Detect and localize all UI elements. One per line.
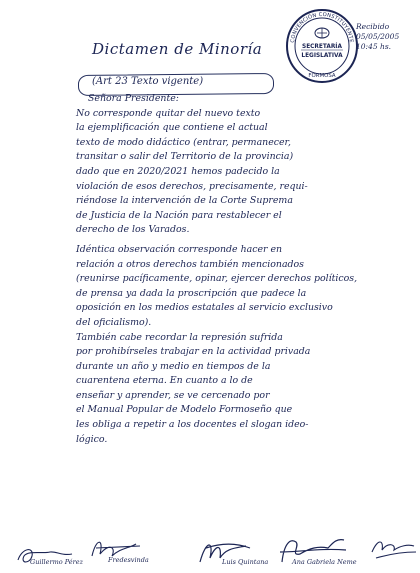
body-line: de Justicia de la Nación para restablecer el: [76, 209, 282, 221]
seal-bottom-text: FORMOSA: [308, 73, 336, 79]
signature-name-2: Fredesvinda: [108, 556, 149, 564]
body-line: violación de esos derechos, precisamente, requi-: [76, 180, 308, 192]
document-body: [76, 92, 416, 447]
reception-line-1: Recibido: [356, 22, 390, 31]
body-line: relación a otros derechos también mencionados: [76, 258, 304, 270]
body-line: oposición en los medios estatales al servicio exclusivo: [76, 302, 333, 314]
article-reference: (Art 23 Texto vigente): [92, 76, 204, 87]
body-line: cuarentena eterna. En cuanto a lo de: [76, 375, 253, 387]
body-line: riéndose la intervención de la Corte Suprema: [76, 195, 293, 207]
body-line: Idéntica observación corresponde hacer en: [76, 243, 283, 255]
body-line: el Manual Popular de Modelo Formoseño que: [76, 404, 293, 416]
seal-top-text: CONVENCIÓN CONSTITUYENTE: [289, 11, 355, 44]
seal-legislativa: LEGISLATIVA: [301, 53, 343, 59]
document-title: Dictamen de Minoría: [92, 40, 263, 58]
body-line: dado que en 2020/2021 hemos padecido la: [76, 165, 280, 177]
reception-note: [356, 22, 420, 52]
body-line: transitar o salir del Territorio de la provincia): [76, 151, 294, 163]
body-line: la ejemplificación que contiene el actual: [76, 122, 268, 134]
body-line: derecho de los Varados.: [76, 224, 190, 236]
body-line: No corresponde quitar del nuevo texto: [76, 107, 261, 119]
signature-5: [372, 542, 416, 558]
body-line: (reunirse pacíficamente, opinar, ejercer derechos políticos,: [76, 273, 358, 285]
coat-of-arms-icon: [315, 28, 329, 38]
reception-line-3: 10:45 hs.: [356, 42, 392, 51]
body-line: También cabe recordar la represión sufrida: [76, 331, 283, 343]
signature-name-4: Ana Gabriela Neme: [292, 558, 357, 566]
body-line: enseñar y aprender, se ve cercenado por: [76, 389, 270, 401]
body-line: por prohibírseles trabajar en la actividad privada: [76, 346, 311, 358]
signature-name-3: Luis Quintana: [222, 558, 269, 566]
salutation: Señora Presidente:: [88, 93, 179, 104]
seal-secretaria: SECRETARÍA: [302, 44, 342, 50]
body-line: texto de modo didáctico (entrar, permanecer,: [76, 136, 291, 148]
official-seal: [284, 6, 360, 86]
signature-name-1: Guillermo Pérez: [30, 558, 84, 566]
body-line: durante un año y medio en tiempos de la: [76, 360, 271, 372]
body-line: de prensa ya dada la proscripción que padece la: [76, 287, 307, 299]
body-line: del oficialismo).: [76, 316, 152, 328]
body-line: les obliga a repetir a los docentes el slogan ideo-: [76, 419, 309, 431]
body-line: lógico.: [76, 433, 108, 445]
signature-2: [92, 542, 140, 556]
reception-line-2: 05/05/2005: [356, 32, 400, 41]
